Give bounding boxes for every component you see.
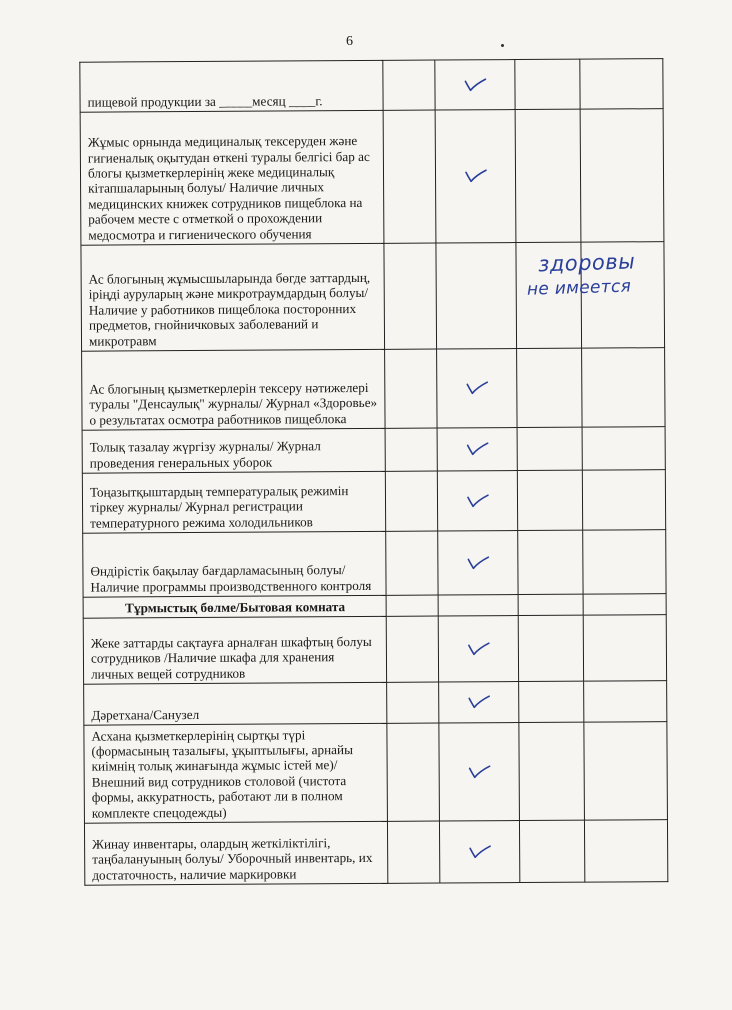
check-mark-icon [466,442,488,456]
checklist-table [79,58,668,886]
check-cell-1 [383,60,435,110]
check-cell-1 [384,243,437,349]
check-mark-icon [468,765,490,779]
check-cell-4 [582,427,665,471]
check-cell-1 [385,428,437,471]
table-row [82,470,665,534]
table-row [82,348,665,431]
check-mark-icon [466,494,488,508]
item-description: Ас блогының қызметкерлерін тексеру нәтижелері туралы "Денсаулық" журналы/ Журнал «Здоровье» о результатах осмотра работников пищеблока [82,349,385,430]
check-cell-2 [438,616,518,682]
table-row [84,722,668,824]
check-cell-3 [519,722,585,820]
check-mark-icon [464,169,486,183]
item-description: Жұмыс орнында медициналық тексеруден және гигиеналық оқытудан өткені туралы белгісі бар ас блогы қызметкерлерінің жеке медициналық кітапшаларының болуы/ Наличие личных медицинских книжек сотрудников пищеблока на рабочем месте с отметкой о прохождении медосмотра и гигиенического обучения [80,110,384,245]
page-number: 6 [346,34,353,49]
check-cell-3 [517,427,582,470]
item-description: Асхана қызметкерлерінің сыртқы түрі (формасының тазалығы, ұқыптылығы, арнайы киімнің толық жинағында жұмыс істей ме)/ Внешний вид сотрудников столовой (чистота формы, аккуратность, работают ли в полном комплекте спецодежды) [84,723,388,823]
check-cell-1 [387,821,439,883]
check-cell-2 [439,682,519,723]
check-cell-1 [386,616,438,682]
check-mark-icon [464,78,486,92]
check-cell-3 [518,530,583,594]
check-cell-3 [515,109,581,242]
check-cell-4 [580,109,664,243]
check-cell-1 [386,531,438,595]
check-cell-2 [439,821,519,883]
check-cell-4 [582,348,665,428]
item-description: Дәретхана/Санузел [84,682,387,725]
check-cell-2 [436,243,517,349]
item-description: Тоңазытқыштардың температуралық режимін тіркеу журналы/ Журнал регистрации температурного режима холодильников [82,471,385,533]
check-mark-icon [467,642,489,656]
check-cell-3 [515,59,580,109]
check-mark-icon [466,381,488,395]
check-mark-icon [468,695,490,709]
check-cell-3 [518,615,583,681]
check-cell-3 [518,594,583,615]
check-cell-2 [438,595,518,616]
section-title: Тұрмыстық бөлме/Бытовая комната [83,595,386,618]
item-description: Жеке заттарды сақтауға арналған шкафтың болуы сотрудников /Наличие шкафа для хранения личных вещей сотрудников [83,616,386,684]
table-row [84,820,667,886]
note-line-2: не имеется [526,276,632,300]
check-cell-2 [435,60,515,110]
check-cell-4 [580,59,663,110]
check-cell-4 [582,470,665,531]
check-cell-4 [584,722,668,821]
check-cell-1 [385,471,437,531]
item-description: Ас блогының жұмысшыларында бөгде заттардың, іріңді ауруларың және микротраумдардың болуы/ Наличие у работников пищеблока посторонних предметов, гнойничковых заболеваний и микротравм [81,243,385,351]
check-cell-2 [439,723,520,821]
check-cell-3 [519,820,584,882]
table-row [84,681,667,726]
check-cell-4 [583,530,666,595]
check-cell-4 [583,594,666,616]
check-cell-4 [583,615,666,682]
check-cell-1 [387,682,439,723]
check-cell-2 [437,428,517,471]
handwritten-note [526,248,668,312]
note-line-1: здоровы [537,249,636,277]
item-description: Жинау инвентары, олардың жеткіліктілігі, таңбалануының болуы/ Уборочный инвентарь, их достаточность, наличие маркировки [84,821,387,885]
check-cell-2 [438,531,518,595]
check-cell-1 [386,595,438,616]
check-cell-2 [435,110,516,243]
check-mark-icon [467,556,489,570]
check-cell-2 [437,349,517,428]
table-row [80,59,663,113]
check-cell-3 [517,470,582,530]
check-cell-3 [517,348,582,427]
item-description: Толық тазалау жүргізу журналы/ Журнал проведения генеральных уборок [82,428,385,473]
check-cell-4 [584,820,667,883]
table-row [82,427,665,474]
check-cell-1 [385,349,437,428]
check-mark-icon [469,845,491,859]
check-cell-3 [519,681,584,722]
table-row [80,109,664,246]
check-cell-1 [383,110,436,243]
table-row [83,615,666,685]
item-description: Өндірістік бақылау бағдарламасының болуы/ Наличие программы производственного контроля [83,531,386,597]
table-row [83,530,666,598]
item-description: пищевой продукции за _____месяц ____г. [80,60,383,112]
check-cell-1 [387,723,440,821]
check-cell-4 [584,681,667,723]
check-cell-2 [437,471,517,531]
